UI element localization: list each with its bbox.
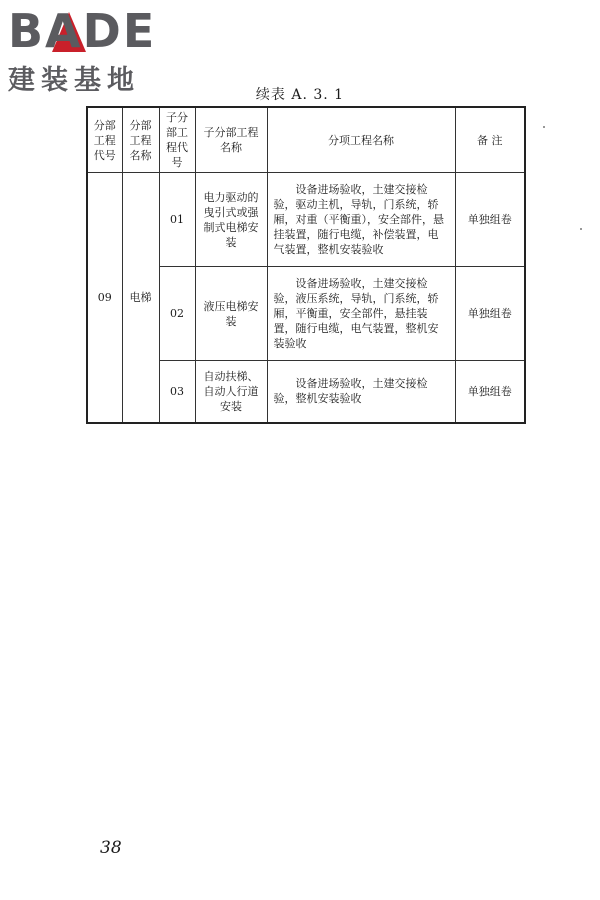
item-names-cell: 设备进场验收，土建交接检验，液压系统，导轨，门系统，轿厢，平衡重，安全部件，悬挂装置，随行电缆，电气装置，整机安装验收 — [267, 267, 455, 361]
table-caption: 续表 A. 3. 1 — [255, 87, 345, 103]
item-names-cell: 设备进场验收，土建交接检验，整机安装验收 — [267, 361, 455, 423]
note-cell: 单独组卷 — [455, 267, 525, 361]
header-subdivision-name: 子分部工程名称 — [195, 107, 267, 173]
header-note: 备 注 — [455, 107, 525, 173]
note-cell: 单独组卷 — [455, 173, 525, 267]
subdivision-code-cell: 02 — [159, 267, 195, 361]
logo-brand-text: BADE — [8, 4, 157, 58]
subdivision-name-cell: 自动扶梯、自动人行道安装 — [195, 361, 267, 423]
scan-speck — [580, 228, 582, 230]
table-header-row — [87, 107, 525, 173]
division-name-cell: 电梯 — [122, 173, 159, 423]
header-division-code: 分部工程代号 — [87, 107, 122, 173]
header-item-name: 分项工程名称 — [267, 107, 455, 173]
subdivision-code-cell: 01 — [159, 173, 195, 267]
page-number: 38 — [100, 838, 122, 858]
subdivision-code-cell: 03 — [159, 361, 195, 423]
table-row — [87, 173, 525, 267]
scan-speck — [543, 126, 545, 128]
subdivision-table — [86, 106, 526, 424]
subdivision-name-cell: 液压电梯安装 — [195, 267, 267, 361]
note-cell: 单独组卷 — [455, 361, 525, 423]
logo-brand — [8, 6, 156, 56]
header-subdivision-code: 子分部工程代号 — [159, 107, 195, 173]
header-division-name: 分部工程名称 — [122, 107, 159, 173]
item-names-cell: 设备进场验收，土建交接检验，驱动主机，导轨，门系统，轿厢，对重（平衡重），安全部件，悬挂装置，随行电缆，补偿装置，电气装置，整机安装验收 — [267, 173, 455, 267]
bade-logo — [8, 6, 178, 96]
subdivision-name-cell: 电力驱动的曳引式或强制式电梯安装 — [195, 173, 267, 267]
division-code-cell: 09 — [87, 173, 122, 423]
logo-subtitle: 建装基地 — [8, 65, 140, 96]
